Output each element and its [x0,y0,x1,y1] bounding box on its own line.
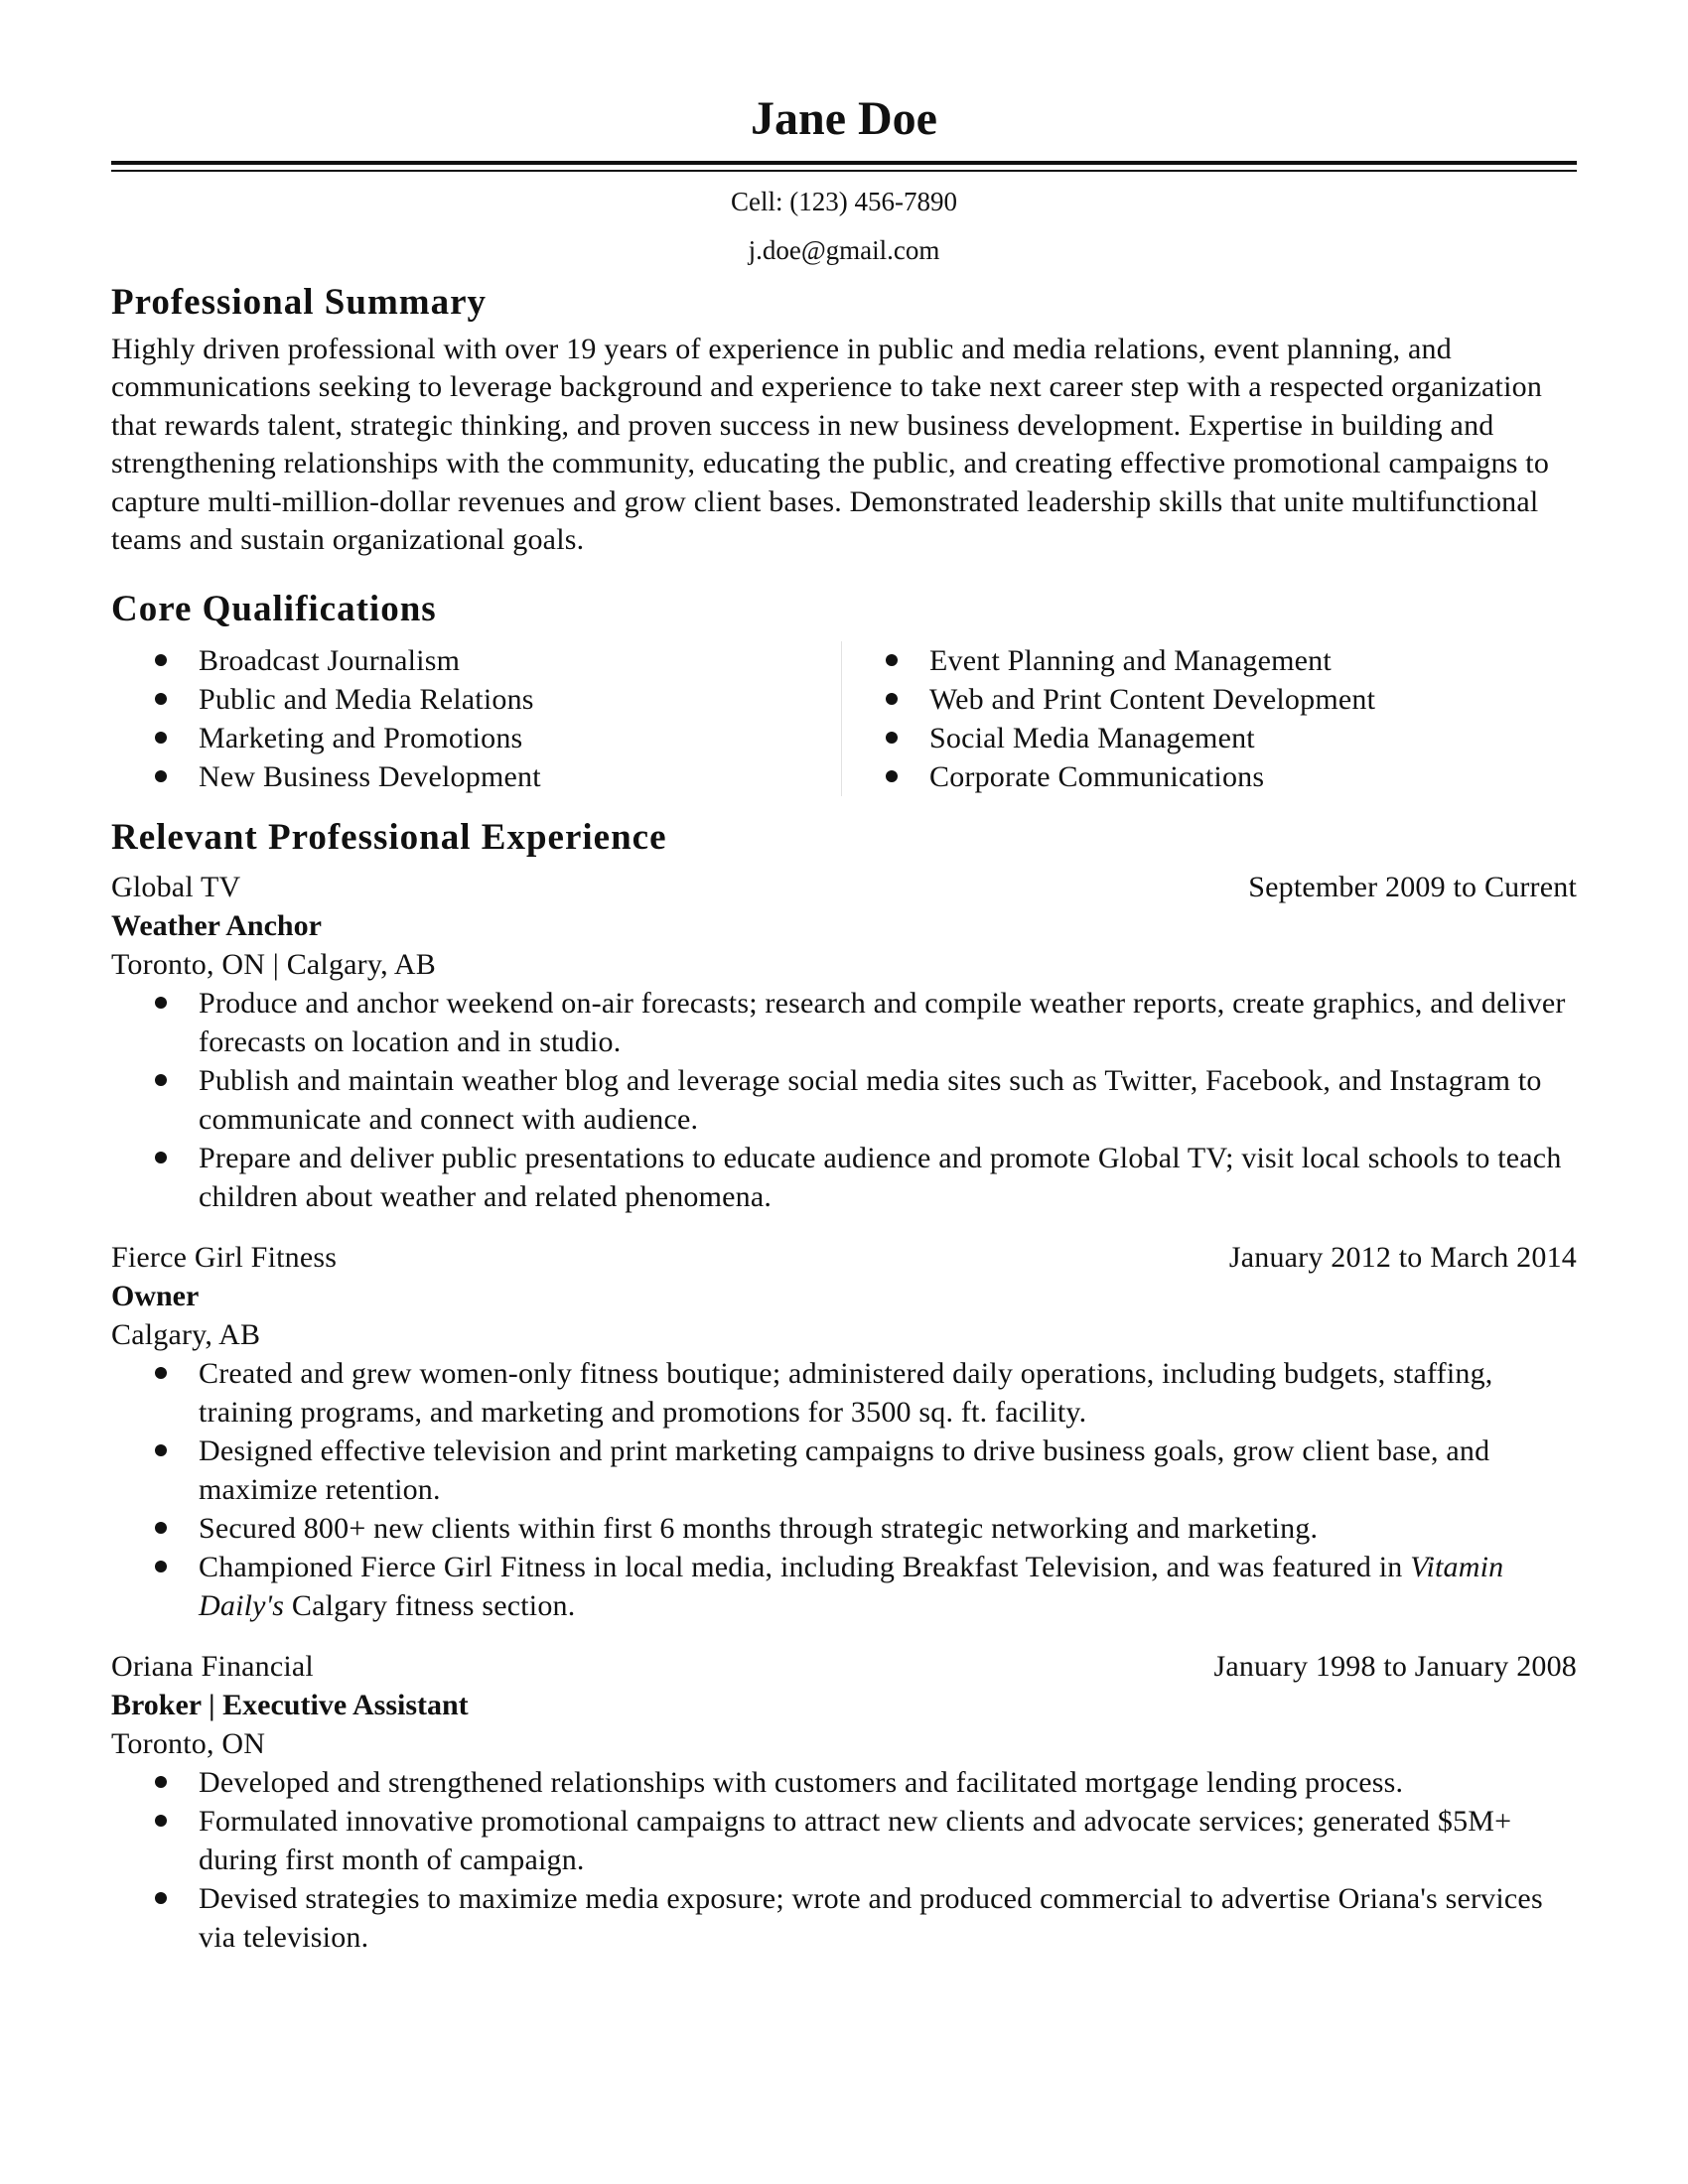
header-rule-thick [111,161,1577,165]
candidate-name: Jane Doe [751,92,937,145]
job-dates: January 1998 to January 2008 [1213,1650,1577,1684]
company-name: Global TV [111,871,241,904]
job-entry-global-tv [111,868,1577,1216]
job-entry-fierce-girl-fitness [111,1238,1577,1625]
duty-item: Created and grew women-only fitness boutique; administered daily operations, including budgets, staffing, training programs, and marketing and promotions for 3500 sq. ft. facility. [111,1354,1577,1432]
experience-heading: Relevant Professional Experience [111,817,667,859]
qualifications-list [111,641,1577,796]
bullet-icon [886,693,898,705]
qualification-item: Web and Print Content Development [842,680,1573,719]
qualification-item: Corporate Communications [842,757,1573,796]
qualification-item: Public and Media Relations [111,680,841,719]
email-address: j.doe@gmail.com [748,234,940,265]
bullet-icon [155,654,167,666]
bullet-icon [155,1444,167,1456]
bullet-icon [155,732,167,744]
publication-name: Vitamin Daily's [199,1551,1504,1623]
job-dates: January 2012 to March 2014 [1228,1241,1577,1275]
job-title: Broker | Executive Assistant [111,1689,469,1722]
bullet-icon [886,770,898,782]
duty-item: Publish and maintain weather blog and leverage social media sites such as Twitter, Facebook, and Instagram to communicate and connect with audience. [111,1061,1577,1139]
company-name: Fierce Girl Fitness [111,1241,338,1275]
qualifications-column-right [842,641,1573,796]
job-duties [111,1763,1577,1957]
bullet-icon [155,1074,167,1086]
job-title: Weather Anchor [111,909,322,943]
qualification-item: Broadcast Journalism [111,641,841,680]
job-header [111,868,1577,906]
job-duties [111,984,1577,1216]
bullet-icon [155,770,167,782]
qualifications-heading: Core Qualifications [111,589,437,630]
job-title: Owner [111,1280,200,1313]
job-duties [111,1354,1577,1625]
summary-heading: Professional Summary [111,281,488,323]
duty-item: Prepare and deliver public presentations to educate audience and promote Global TV; visit local schools to teach children about weather and related phenomena. [111,1139,1577,1216]
duty-item: Designed effective television and print marketing campaigns to drive business goals, grow client base, and maximize retention. [111,1432,1577,1509]
bullet-icon [155,1152,167,1163]
bullet-icon [886,654,898,666]
duty-item: Secured 800+ new clients within first 6 months through strategic networking and marketing. [111,1509,1577,1548]
job-header [111,1238,1577,1277]
job-location: Toronto, ON | Calgary, AB [111,948,436,982]
qualification-item: Event Planning and Management [842,641,1573,680]
bullet-icon [155,1776,167,1788]
bullet-icon [155,693,167,705]
bullet-icon [886,732,898,744]
bullet-icon [155,997,167,1009]
duty-item: Devised strategies to maximize media exposure; wrote and produced commercial to advertise Oriana's services via television. [111,1879,1577,1957]
phone-number: Cell: (123) 456-7890 [731,186,957,216]
company-name: Oriana Financial [111,1650,314,1684]
job-header [111,1647,1577,1686]
bullet-icon [155,1561,167,1572]
bullet-icon [155,1367,167,1379]
header-rule-thin [111,170,1577,172]
duty-item: Developed and strengthened relationships with customers and facilitated mortgage lending process. [111,1763,1577,1802]
duty-item: Championed Fierce Girl Fitness in local media, including Breakfast Television, and was featured in Vitamin Daily's Calgary fitness section. [111,1548,1577,1625]
job-location: Calgary, AB [111,1318,261,1352]
job-dates: September 2009 to Current [1248,871,1577,904]
qualification-item: Social Media Management [842,719,1573,757]
qualification-item: New Business Development [111,757,841,796]
bullet-icon [155,1892,167,1904]
bullet-icon [155,1522,167,1534]
duty-item: Formulated innovative promotional campaigns to attract new clients and advocate services; generated $5M+ during first month of campaign. [111,1802,1577,1879]
bullet-icon [155,1815,167,1827]
job-entry-oriana-financial [111,1647,1577,1957]
job-location: Toronto, ON [111,1727,266,1761]
duty-item: Produce and anchor weekend on-air forecasts; research and compile weather reports, create graphics, and deliver forecasts on location and in studio. [111,984,1577,1061]
summary-text: Highly driven professional with over 19 years of experience in public and media relations, event planning, and communications seeking to leverage background and experience to take next career step with a respected organization that rewards talent, strategic thinking, and proven success in new business development. Expertise in building and strengthening relationships with the community, educating the public, and creating effective promotional campaigns to capture multi-million-dollar revenues and grow client bases. Demonstrated leadership skills that unite multifunctional teams and sustain organizational goals. [111,332,1550,557]
qualification-item: Marketing and Promotions [111,719,841,757]
qualifications-column-left [111,641,842,796]
